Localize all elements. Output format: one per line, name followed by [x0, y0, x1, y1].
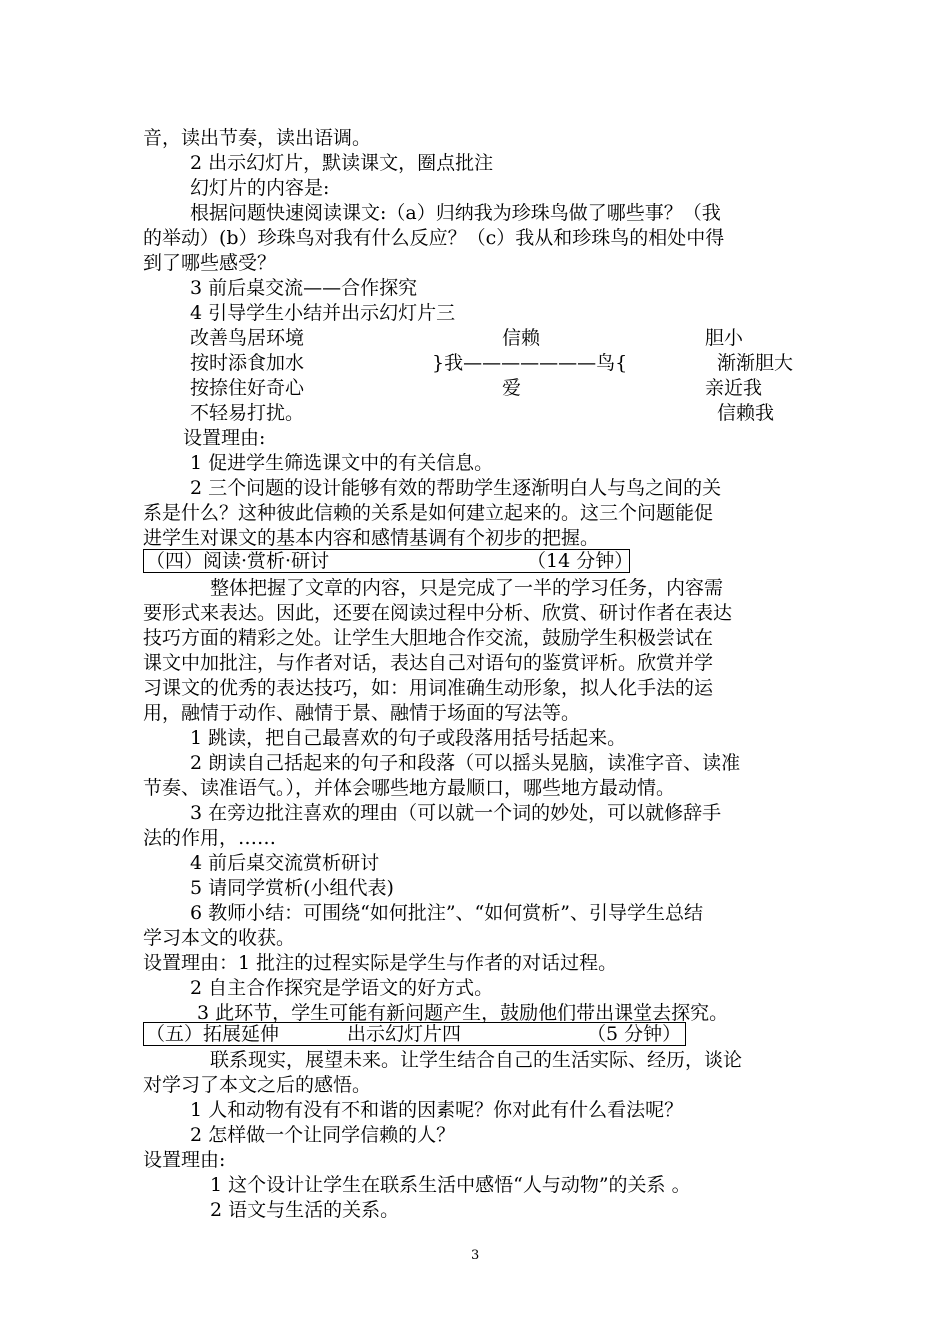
diagram-mid-top: 信赖	[502, 327, 541, 349]
paragraph-line: 要形式来表达。因此，还要在阅读过程中分析、欣赏、研讨作者在表达	[143, 602, 733, 624]
diagram-left-item: 改善鸟居环境	[190, 327, 305, 349]
paragraph-line: 联系现实，展望未来。让学生结合自己的生活实际、经历，谈论	[210, 1049, 743, 1071]
step-line: 4 前后桌交流赏析研讨	[190, 852, 380, 874]
step-line: 2 朗读自己括起来的句子和段落（可以摇头晃脑，读准字音、读准	[190, 752, 741, 774]
section-heading-box	[143, 549, 634, 573]
diagram-mid-line: }我———————鸟{	[432, 352, 628, 374]
reason-line: 1 这个设计让学生在联系生活中感悟“人与动物”的关系 。	[210, 1174, 691, 1196]
step-line: 6 教师小结：可围绕“如何批注”、“如何赏析”、引导学生总结	[190, 902, 703, 924]
text-line: 4 引导学生小结并出示幻灯片三	[190, 302, 456, 324]
diagram-mid-bottom: 爱	[502, 377, 522, 399]
reason-line: 3 此环节，学生可能有新问题产生，鼓励他们带出课堂去探究。	[197, 1002, 729, 1024]
question-line: 2 怎样做一个让同学信赖的人？	[190, 1124, 456, 1146]
section-heading: （四）阅读·赏析·研讨	[146, 550, 330, 572]
paragraph-line: 对学习了本文之后的感悟。	[143, 1074, 372, 1096]
diagram-right-item: 亲近我	[705, 377, 763, 399]
reason-title: 设置理由:	[183, 427, 266, 449]
section-time: （5 分钟）	[587, 1023, 682, 1045]
paragraph-line: 整体把握了文章的内容，只是完成了一半的学习任务，内容需	[210, 577, 724, 599]
reason-item: 2 三个问题的设计能够有效的帮助学生逐渐明白人与鸟之间的关	[190, 477, 722, 499]
paragraph-line: 习课文的优秀的表达技巧，如：用词准确生动形象，拟人化手法的运	[143, 677, 714, 699]
section-time: （14 分钟）	[527, 550, 634, 572]
reason-line: 设置理由：1 批注的过程实际是学生与作者的对话过程。	[143, 952, 618, 974]
step-line: 5 请同学赏析(小组代表)	[190, 877, 394, 899]
page-number: 3	[471, 1248, 480, 1263]
reason-item: 1 促进学生筛选课文中的有关信息。	[190, 452, 494, 474]
step-line: 法的作用，……	[143, 827, 277, 849]
step-line: 节奏、读准语气。），并体会哪些地方最顺口，哪些地方最动情。	[143, 777, 676, 799]
reason-item: 进学生对课文的基本内容和感情基调有个初步的把握。	[143, 527, 600, 549]
section-heading: （五）拓展延伸	[146, 1023, 280, 1045]
diagram-right-item: 信赖我	[717, 402, 775, 424]
diagram-left-item: 不轻易打扰。	[190, 402, 305, 424]
reason-line: 2 自主合作探究是学语文的好方式。	[190, 977, 494, 999]
text-line: 3 前后桌交流——合作探究	[190, 277, 418, 299]
text-line: 到了哪些感受？	[143, 252, 277, 274]
reason-item: 系是什么？这种彼此信赖的关系是如何建立起来的。这三个问题能促	[143, 502, 714, 524]
step-line: 1 跳读，把自己最喜欢的句子或段落用括号括起来。	[190, 727, 627, 749]
diagram-right-item: 渐渐胆大	[717, 352, 794, 374]
section-slide: 出示幻灯片四	[347, 1023, 462, 1045]
text-line: 幻灯片的内容是:	[190, 177, 330, 199]
step-line: 3 在旁边批注喜欢的理由（可以就一个词的妙处，可以就修辞手	[190, 802, 722, 824]
text-line: 音，读出节奏，读出语调。	[143, 127, 372, 149]
text-line: 的举动）(b）珍珠鸟对我有什么反应？（c）我从和珍珠鸟的相处中得	[143, 227, 725, 249]
paragraph-line: 技巧方面的精彩之处。让学生大胆地合作交流，鼓励学生积极尝试在	[143, 627, 714, 649]
diagram-left-item: 按捺住好奇心	[190, 377, 305, 399]
section-heading-box	[143, 1022, 686, 1046]
diagram-right-item: 胆小	[705, 327, 744, 349]
paragraph-line: 用，融情于动作、融情于景、融情于场面的写法等。	[143, 702, 581, 724]
diagram-left-item: 按时添食加水	[190, 352, 305, 374]
reason-title: 设置理由:	[143, 1149, 226, 1171]
paragraph-line: 课文中加批注，与作者对话，表达自己对语句的鉴赏评析。欣赏并学	[143, 652, 714, 674]
text-line: 根据问题快速阅读课文:（a）归纳我为珍珠鸟做了哪些事？（我	[190, 202, 721, 224]
text-line: 2 出示幻灯片，默读课文，圈点批注	[190, 152, 494, 174]
question-line: 1 人和动物有没有不和谐的因素呢？你对此有什么看法呢？	[190, 1099, 684, 1121]
reason-line: 2 语文与生活的关系。	[210, 1199, 400, 1221]
step-line: 学习本文的收获。	[143, 927, 296, 949]
